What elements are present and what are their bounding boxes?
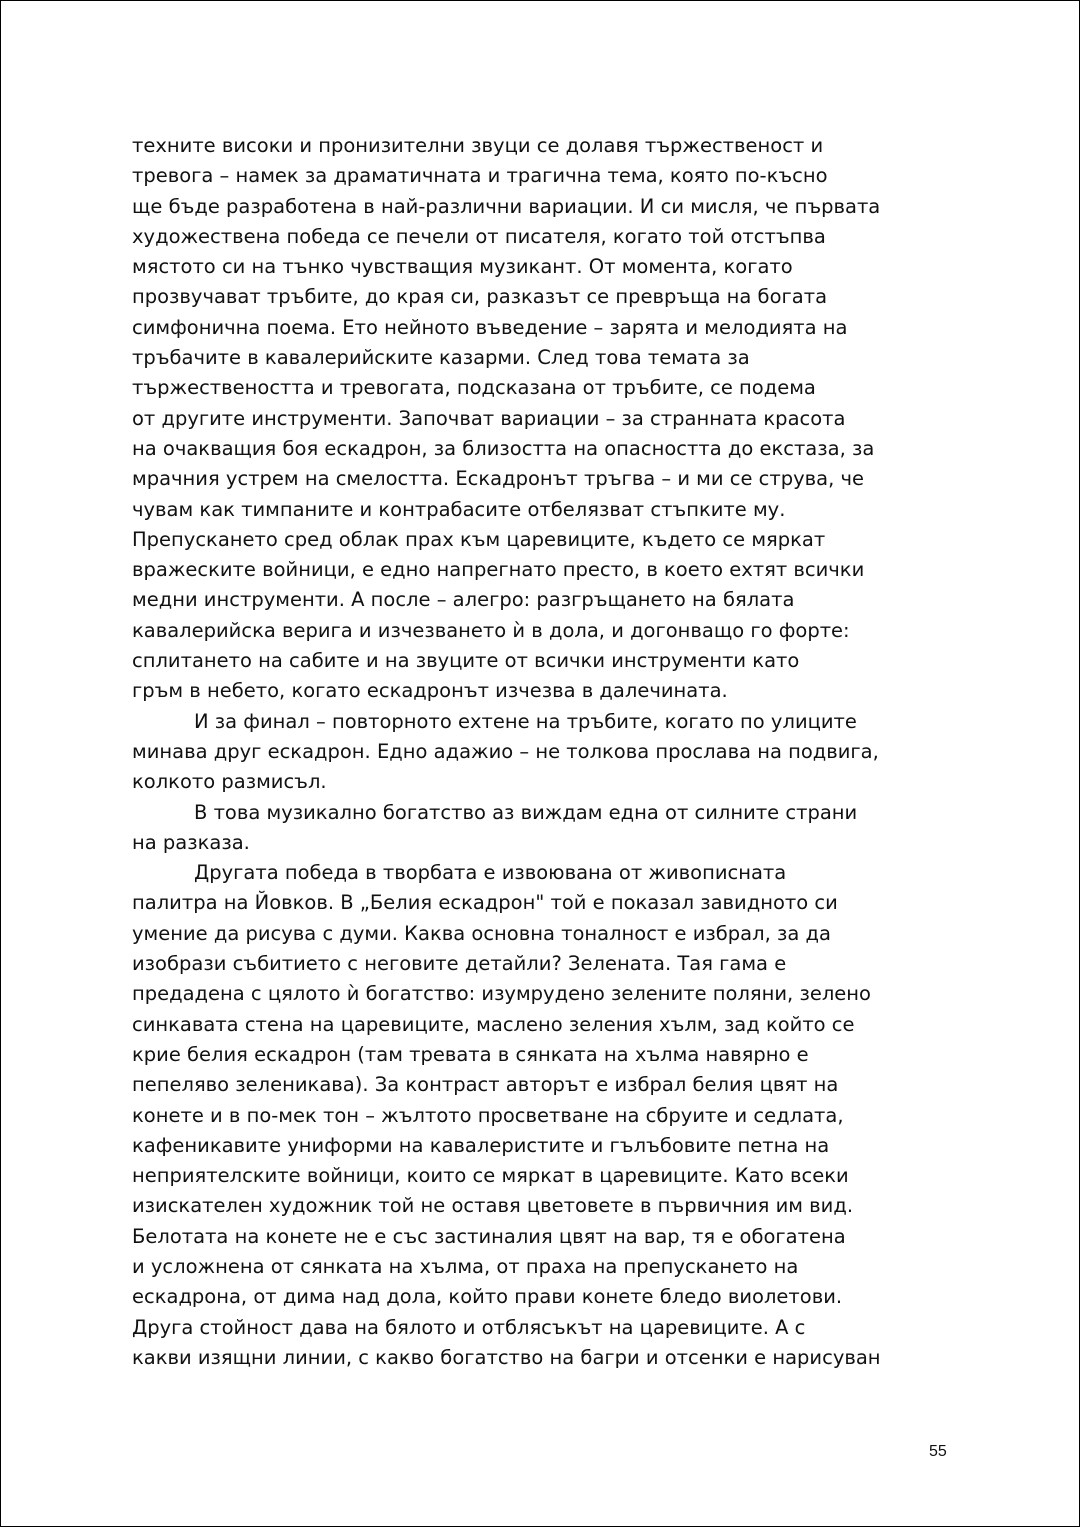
text-line: умение да рисува с думи. Каква основна тоналност е избрал, за да xyxy=(132,921,831,945)
body-text xyxy=(132,131,954,1373)
text-line: сплитането на сабите и на звуците от всички инструменти като xyxy=(132,649,800,673)
text-line: какви изящни линии, с какво богатство на багри и отсенки е нарисуван xyxy=(132,1345,881,1369)
text-line: чувам как тимпаните и контрабасите отбелязват стъпките му. xyxy=(132,497,786,521)
text-line: от другите инструменти. Започват вариации – за странната красота xyxy=(132,406,846,430)
text-line: Друга стойност дава на бялото и отблясъкът на царевиците. А с xyxy=(132,1315,806,1339)
text-line: Белотата на конете не е със застиналия цвят на вар, тя е обогатена xyxy=(132,1224,846,1248)
text-line: изобрази събитието с неговите детайли? Зелената. Тая гама е xyxy=(132,952,787,976)
text-line: на очакващия боя ескадрон, за близостта на опасността до екстаза, за xyxy=(132,436,875,460)
text-line: медни инструменти. А после – алегро: разгръщането на бялата xyxy=(132,588,795,612)
text-line: тръбачите в кавалерийските казарми. След това темата за xyxy=(132,346,750,370)
text-line: техните високи и пронизителни звуци се долавя тържественост и xyxy=(132,134,824,157)
text-line: симфонична поема. Ето нейното въведение – зарята и мелодията на xyxy=(132,315,848,339)
text-line: вражеските войници, е едно напрегнато престо, в което ехтят всички xyxy=(132,558,865,582)
text-line: Другата победа в творбата е извоювана от живописната xyxy=(194,861,787,885)
text-line: прозвучават тръбите, до края си, разказът се превръща на богата xyxy=(132,285,828,309)
text-line: ще бъде разработена в най-различни вариации. И си мисля, че първата xyxy=(132,194,881,218)
text-line: колкото размисъл. xyxy=(132,770,327,794)
text-line: изискателен художник той не оставя цветовете в първичния им вид. xyxy=(132,1194,854,1218)
text-line: Препускането сред облак прах към царевиците, където се мяркат xyxy=(132,527,826,551)
text-line: палитра на Йовков. В „Белия ескадрон" той е показал завидното си xyxy=(132,891,838,915)
text-line: кафеникавите униформи на кавалеристите и гълъбовите петна на xyxy=(132,1133,830,1157)
text-line: кавалерийска верига и изчезването ѝ в дола, и догонващо го форте: xyxy=(132,618,850,642)
text-line: крие белия ескадрон (там тревата в сянката на хълма навярно е xyxy=(132,1042,809,1066)
text-line: и усложнена от сянката на хълма, от праха на препускането на xyxy=(132,1254,799,1278)
text-line: на разказа. xyxy=(132,830,250,854)
text-line: мрачния устрем на смелостта. Ескадронът тръгва – и ми се струва, че xyxy=(132,467,865,491)
text-line: И за финал – повторното ехтене на тръбите, когато по улиците xyxy=(194,709,857,733)
text-line: тревога – намек за драматичната и трагична тема, която по-късно xyxy=(132,164,828,188)
text-line: ескадрона, от дима над дола, който прави конете бледо виолетови. xyxy=(132,1285,843,1309)
page-number: 55 xyxy=(929,1443,947,1460)
text-line: конете и в по-мек тон – жълтото просветване на сбруите и седлата, xyxy=(132,1103,844,1127)
text-line: неприятелските войници, които се мяркат в царевиците. Като всеки xyxy=(132,1164,849,1188)
text-line: тържествеността и тревогата, подсказана от тръбите, се подема xyxy=(132,376,816,400)
text-line: В това музикално богатство аз виждам една от силните страни xyxy=(194,800,858,824)
text-line: минава друг ескадрон. Едно адажио – не толкова прослава на подвига, xyxy=(132,739,879,763)
text-line: мястото си на тънко чувстващия музикант. От момента, когато xyxy=(132,255,793,279)
text-line: гръм в небето, когато ескадронът изчезва в далечината. xyxy=(132,679,728,703)
text-line: предадена с цялото ѝ богатство: изумрудено зелените поляни, зелено xyxy=(132,982,871,1006)
text-line: художествена победа се печели от писателя, когато той отстъпва xyxy=(132,224,826,248)
text-line: синкавата стена на царевиците, маслено зеления хълм, зад който се xyxy=(132,1012,855,1036)
text-line: пепеляво зеленикава). За контраст авторът е избрал белия цвят на xyxy=(132,1073,839,1097)
